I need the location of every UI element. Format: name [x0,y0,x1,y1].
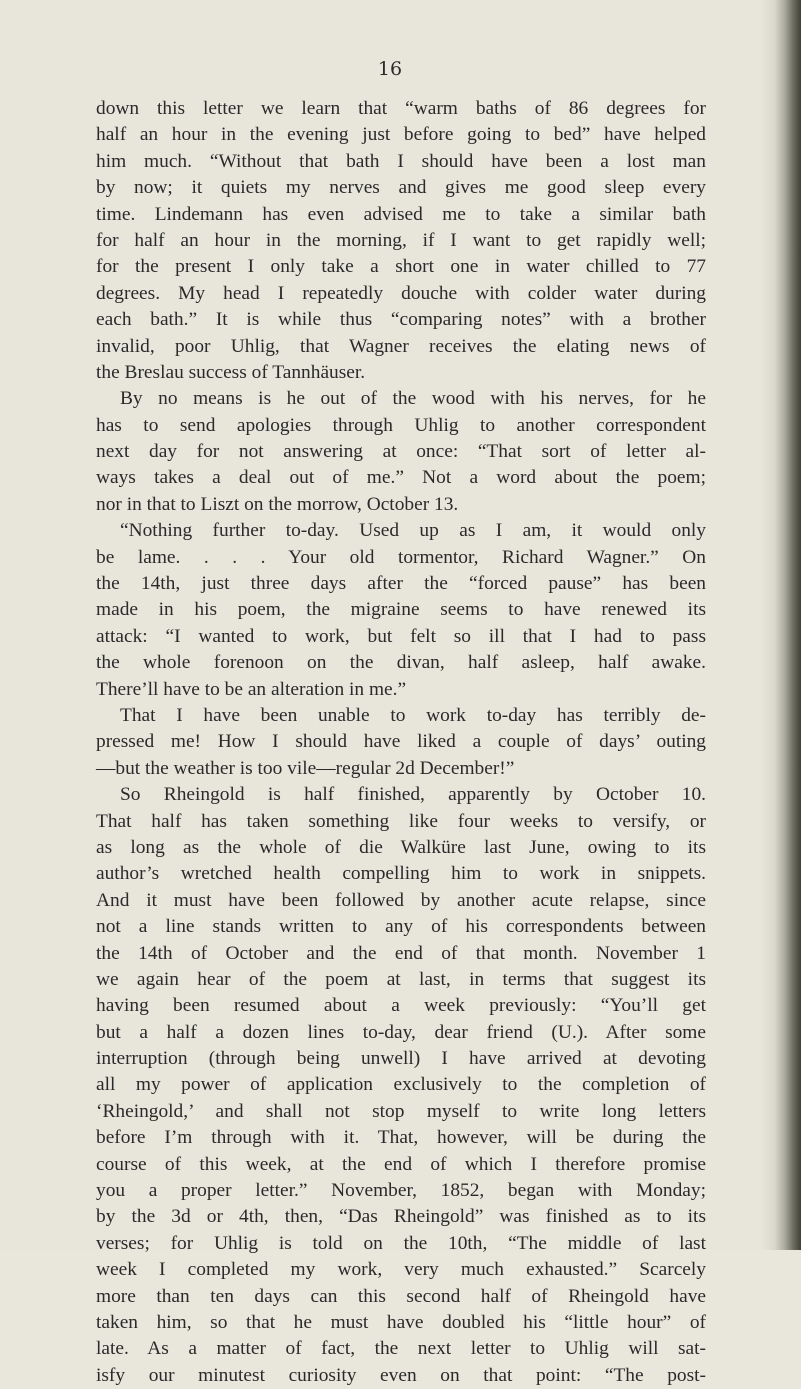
text-line: ways takes a deal out of me.” Not a word about the poem; [96,467,706,489]
text-line: time. Lindemann has even advised me to take a similar bath [96,203,706,225]
text-line: ‘Rheingold,’ and shall not stop myself to write long letters [96,1100,706,1122]
text-line: before I’m through with it. That, however, will be during the [96,1127,706,1149]
text-line: be lame. . . . Your old tormentor, Richard Wagner.” On [96,546,706,568]
text-line: all my power of application exclusively to the completion of [96,1074,706,1096]
text-line: verses; for Uhlig is told on the 10th, “The middle of last [96,1232,706,1254]
text-line: course of this week, at the end of which I therefore promise [96,1153,706,1175]
text-line: attack: “I wanted to work, but felt so ill that I had to pass [96,625,706,647]
text-line: not a line stands written to any of his correspondents between [96,916,706,938]
text-line: author’s wretched health compelling him to work in snippets. [96,863,706,885]
text-line: By no means is he out of the wood with his nerves, for he [120,388,706,410]
text-line: invalid, poor Uhlig, that Wagner receives the elating news of [96,335,706,357]
text-line: nor in that to Liszt on the morrow, October 13. [96,493,459,515]
text-line: but a half a dozen lines to-day, dear friend (U.). After some [96,1021,706,1043]
text-line: That half has taken something like four weeks to versify, or [96,810,706,832]
text-line: —but the weather is too vile—regular 2d December!” [96,757,515,779]
text-line: by the 3d or 4th, then, “Das Rheingold” was finished as to its [96,1206,706,1228]
text-line: as long as the whole of die Walküre last June, owing to its [96,836,706,858]
text-line: And it must have been followed by another acute relapse, since [96,889,706,911]
text-line: has to send apologies through Uhlig to another correspondent [96,414,706,436]
text-line: made in his poem, the migraine seems to have renewed its [96,599,706,621]
text-line: him much. “Without that bath I should have been a lost man [96,150,706,172]
text-line: each bath.” It is while thus “comparing notes” with a brother [96,309,706,331]
text-line: interruption (through being unwell) I have arrived at devoting [96,1048,706,1070]
text-line: degrees. My head I repeatedly douche with colder water during [96,282,706,304]
text-line: late. As a matter of fact, the next letter to Uhlig will sat- [96,1338,706,1360]
text-line: the 14th of October and the end of that month. November 1 [96,942,706,964]
text-line: the whole forenoon on the divan, half asleep, half awake. [96,652,706,674]
text-line: the Breslau success of Tannhäuser. [96,361,366,383]
page-number: 16 [377,58,403,80]
text-line: for half an hour in the morning, if I want to get rapidly well; [96,229,706,251]
text-line: taken him, so that he must have doubled his “little hour” of [96,1311,706,1333]
text-line: next day for not answering at once: “That sort of letter al- [96,441,706,463]
text-line: “Nothing further to-day. Used up as I am, it would only [120,520,706,542]
text-line: down this letter we learn that “warm baths of 86 degrees for [96,98,706,119]
text-line: more than ten days can this second half of Rheingold have [96,1285,706,1307]
text-line: pressed me! How I should have liked a couple of days’ outing [96,731,706,753]
text-line: week I completed my work, very much exhausted.” Scarcely [96,1259,706,1281]
text-line: So Rheingold is half finished, apparently by October 10. [120,784,706,806]
text-line: half an hour in the evening just before going to bed” have helped [96,124,706,146]
text-line: you a proper letter.” November, 1852, began with Monday; [96,1180,706,1202]
text-line: we again hear of the poem at last, in terms that suggest its [96,968,706,990]
text-line: isfy our minutest curiosity even on that point: “The post- [96,1364,706,1386]
text-line: by now; it quiets my nerves and gives me good sleep every [96,177,706,199]
body-text [96,96,706,1389]
page-edge-shadow [761,0,801,1250]
text-line: There’ll have to be an alteration in me.” [96,678,407,700]
text-line: That I have been unable to work to-day has terribly de- [120,704,706,726]
text-line: for the present I only take a short one in water chilled to 77 [96,256,706,278]
text-line: having been resumed about a week previously: “You’ll get [96,995,706,1017]
text-line: the 14th, just three days after the “forced pause” has been [96,573,706,595]
